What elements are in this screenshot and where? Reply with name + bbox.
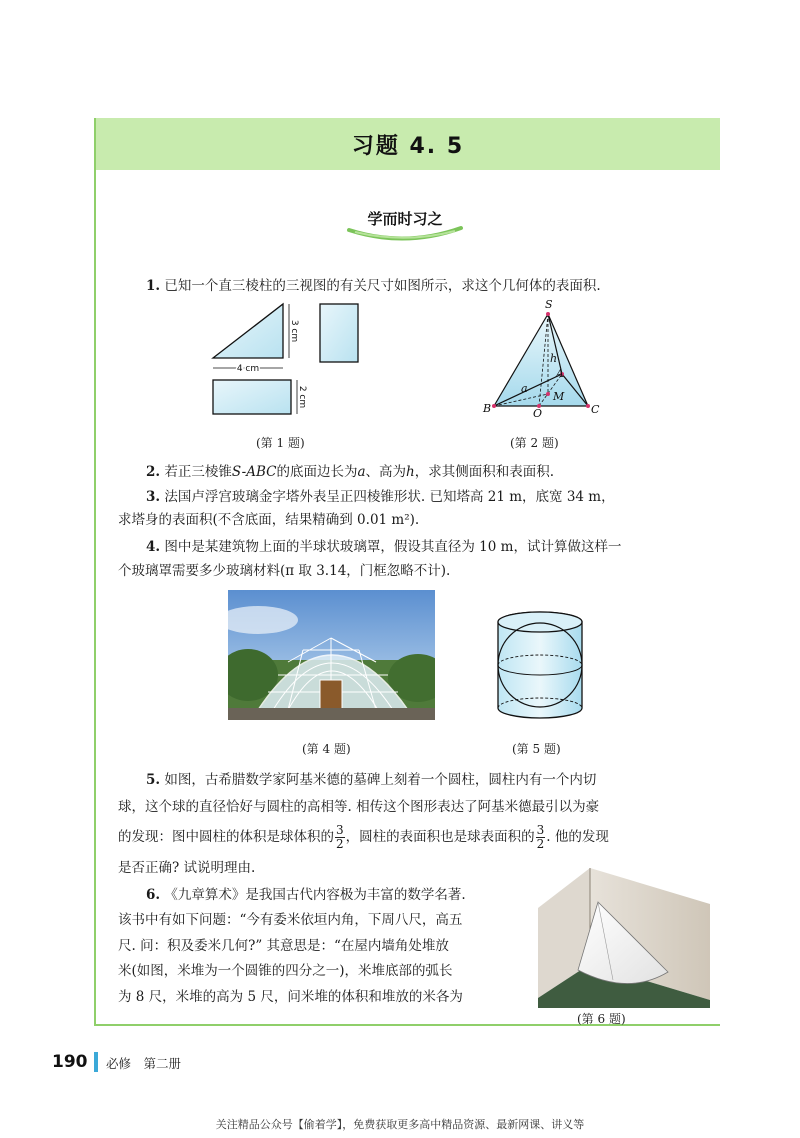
fraction-1-numerator: 3 (336, 823, 344, 837)
problem-5-line-1 (146, 770, 732, 790)
frame-left-border (94, 118, 96, 1026)
page-number: 190 (52, 1052, 88, 1072)
problem-5-number: 5. (146, 772, 161, 788)
label-O: O (533, 407, 543, 420)
problem-1-text: 已知一个直三棱柱的三视图的有关尺寸如图所示，求这个几何体的表面积. (164, 278, 601, 294)
problem-6-text-1: 《九章算术》是我国古代内容极为丰富的数学名著. (164, 887, 466, 903)
problem-3-line-1 (146, 487, 732, 507)
problem-2-sabc: S-ABC (231, 464, 277, 480)
figure-2-pyramid (478, 296, 608, 422)
problem-6-line-3: 尺. 问：积及委米几何?” 其意思是：“在屋内墙角处堆放 (118, 938, 449, 954)
problem-5-line-2: 球，这个球的直径恰好与圆柱的高相等. 相传这个图形表达了阿基米德最引以为豪 (118, 799, 600, 815)
problem-2-var-h: h (406, 464, 415, 480)
footer-accent-bar (94, 1052, 98, 1072)
problem-4-line-2: 个玻璃罩需要多少玻璃材料(π 取 3.14，门框忽略不计). (118, 563, 451, 579)
side-view-rect (320, 304, 358, 362)
problem-1 (146, 276, 732, 296)
label-a: a (521, 382, 528, 395)
figure-2-caption: (第 2 题) (510, 436, 559, 450)
problem-3-line-2: 求塔身的表面积(不含底面，结果精确到 0.01 m²). (118, 512, 420, 528)
figure-1-height-label: 3 cm (289, 319, 299, 343)
problem-2-text-a: 若正三棱锥 (164, 464, 232, 480)
figure-1-caption: (第 1 题) (256, 436, 305, 450)
figure-6-quarter-cone (538, 868, 710, 1008)
problem-6-number: 6. (146, 887, 161, 903)
problem-2-var-a: a (357, 464, 366, 480)
problem-5-text-3b: ，圆柱的表面积也是球表面积的 (345, 829, 535, 845)
problem-3-number: 3. (146, 489, 161, 505)
figure-5-caption: (第 5 题) (512, 742, 561, 756)
subtitle-text: 学而时习之 (367, 210, 443, 228)
problem-4-line-1 (146, 537, 732, 557)
figure-6-caption: (第 6 题) (577, 1012, 626, 1026)
problem-2-number: 2. (146, 464, 161, 480)
problem-5-text-1: 如图，古希腊数学家阿基米德的墓碑上刻着一个圆柱，圆柱内有一个内切 (164, 772, 597, 788)
problem-6-line-4: 米(如图，米堆为一个圆锥的四分之一)，米堆底部的弧长 (118, 963, 453, 979)
problem-2-text-b: 的底面边长为 (276, 464, 358, 480)
footer-notice: 关注精品公众号【偷着学】，免费获取更多高中精品资源、最新网课、讲义等 (215, 1118, 585, 1131)
problem-4-number: 4. (146, 539, 161, 555)
problem-5-text-3a: 的发现：图中圆柱的体积是球体积的 (118, 829, 334, 845)
problem-2-text-c: 、高为 (365, 464, 407, 480)
problem-2 (146, 462, 732, 482)
frame-bottom-border (94, 1024, 720, 1026)
figure-4-dome-photo (228, 590, 435, 720)
book-name: 必修 第二册 (106, 1056, 182, 1071)
problem-2-text-d: ，求其侧面积和表面积. (414, 464, 555, 480)
fraction-three-halves-2 (536, 824, 546, 851)
subtitle-swoosh-icon (345, 222, 465, 242)
label-S: S (545, 298, 553, 311)
label-M: M (553, 390, 565, 403)
problem-4-text-1: 图中是某建筑物上面的半球状玻璃罩，假设其直径为 10 m，试计算做这样一 (164, 539, 622, 555)
label-A: A (556, 367, 564, 380)
problem-3-text-1: 法国卢浮宫玻璃金字塔外表呈正四棱锥形状. 已知塔高 21 m，底宽 34 m， (164, 489, 615, 505)
label-h: h (550, 352, 558, 365)
label-B: B (483, 402, 492, 415)
fraction-1-denominator: 2 (336, 837, 344, 851)
problem-6-line-1 (146, 885, 526, 905)
subtitle-banner (345, 206, 465, 238)
front-view-triangle (213, 304, 283, 358)
problem-6-line-5: 为 8 尺，米堆的高为 5 尺，问米堆的体积和堆放的米各为 (118, 989, 463, 1005)
fraction-2-denominator: 2 (536, 837, 545, 851)
label-C: C (591, 403, 600, 416)
figure-1-width-label: 4 cm (236, 364, 260, 374)
fraction-three-halves-1 (335, 824, 345, 851)
figure-1-three-views (205, 298, 365, 424)
section-title-band (96, 118, 720, 170)
figure-1-depth-label: 2 cm (297, 385, 307, 409)
fraction-2-numerator: 3 (536, 823, 545, 837)
figure-4-caption: (第 4 题) (302, 742, 351, 756)
problem-5-line-4: 是否正确? 试说明理由. (118, 860, 256, 876)
section-title: 习题 4. 5 (351, 133, 465, 159)
figure-5-cylinder-sphere (492, 606, 588, 724)
problem-5-text-3c: . 他的发现 (546, 829, 609, 845)
top-view-rect (213, 380, 291, 414)
problem-1-number: 1. (146, 278, 161, 294)
problem-5-line-3 (118, 822, 704, 852)
problem-6-line-2: 该书中有如下问题：“今有委米依垣内角，下周八尺，高五 (118, 912, 463, 928)
dome-illustration (228, 590, 435, 720)
